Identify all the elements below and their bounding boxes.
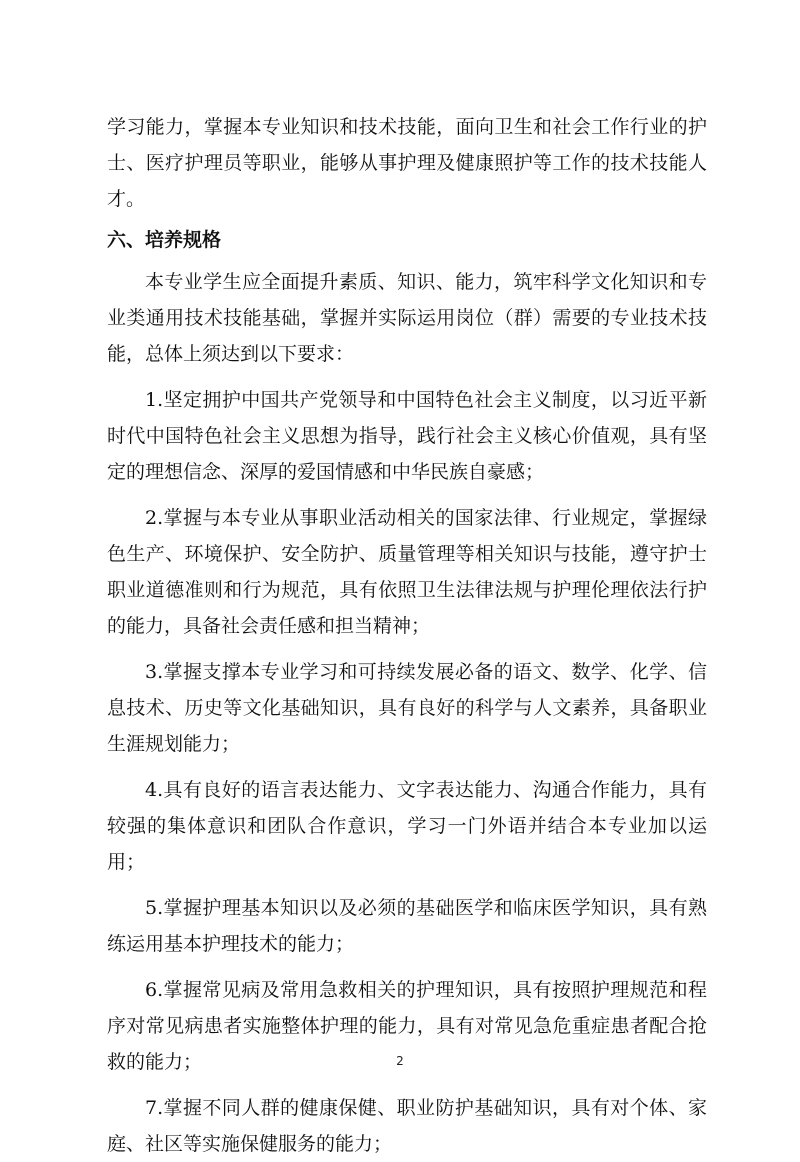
requirement-item-3: 3.掌握支撑本专业学习和可持续发展必备的语文、数学、化学、信息技术、历史等文化基础知识，具有良好的科学与人文素养，具备职业生涯规划能力；	[107, 661, 707, 755]
requirement-item-6: 6.掌握常见病及常用急救相关的护理知识，具有按照护理规范和程序对常见病患者实施整体护理的能力，具有对常见急危重症患者配合抢救的能力；	[107, 979, 707, 1073]
section-heading: 六、培养规格	[107, 229, 222, 251]
requirement-item-7: 7.掌握不同人群的健康保健、职业防护基础知识，具有对个体、家庭、社区等实施保健服务的能力；	[107, 1097, 707, 1155]
requirement-item-4: 4.具有良好的语言表达能力、文字表达能力、沟通合作能力，具有较强的集体意识和团队合作意识，学习一门外语并结合本专业加以运用；	[107, 779, 707, 873]
section-intro-paragraph: 本专业学生应全面提升素质、知识、能力，筑牢科学文化知识和专业类通用技术技能基础，掌握并实际运用岗位（群）需要的专业技术技能，总体上须达到以下要求：	[107, 271, 707, 365]
requirement-item-5: 5.掌握护理基本知识以及必须的基础医学和临床医学知识，具有熟练运用基本护理技术的能力；	[107, 897, 707, 955]
page-content	[107, 109, 707, 1162]
requirement-item-1: 1.坚定拥护中国共产党领导和中国特色社会主义制度，以习近平新时代中国特色社会主义思想为指导，践行社会主义核心价值观，具有坚定的理想信念、深厚的爱国情感和中华民族自豪感；	[107, 389, 707, 483]
intro-paragraph: 学习能力，掌握本专业知识和技术技能，面向卫生和社会工作行业的护士、医疗护理员等职业，能够从事护理及健康照护等工作的技术技能人才。	[107, 116, 707, 210]
page-number: 2	[396, 1054, 404, 1068]
requirement-item-2: 2.掌握与本专业从事职业活动相关的国家法律、行业规定，掌握绿色生产、环境保护、安全防护、质量管理等相关知识与技能，遵守护士职业道德准则和行为规范，具有依照卫生法律法规与护理伦理依法行护的能力，具备社会责任感和担当精神；	[107, 507, 707, 637]
